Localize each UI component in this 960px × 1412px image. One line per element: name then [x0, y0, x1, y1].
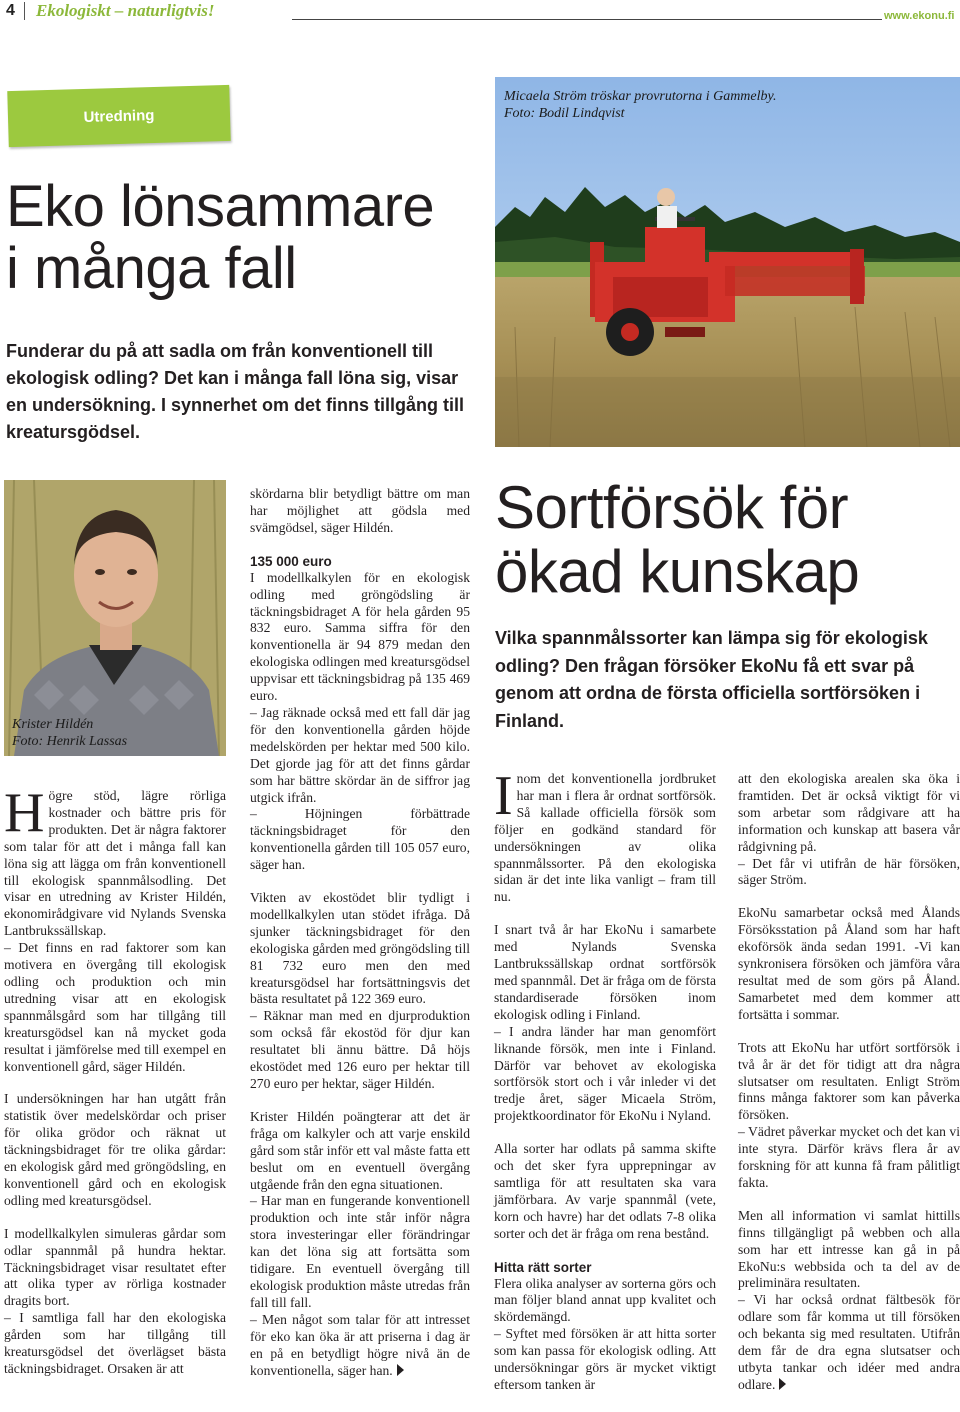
magazine-title: Ekologiskt – naturligtvis! [36, 1, 215, 20]
paragraph-text: – Vi har också ordnat fältbesök för odlare som får komma ut till försöken och bekanta sig med resultaten. Utifrån dem får de dra egna slutsatser och utbyta tankar och idéer med andra odlare. [738, 1292, 960, 1392]
paragraph: – Vädret påverkar mycket och det kan vi inte styra. Därför krävs flera år av forskning för att kunna få fram pålitligt fakta. [738, 1124, 960, 1190]
portrait-illustration [4, 480, 226, 756]
paragraph: – I samtliga fall har den ekologiska gården som har tillgång till kreatursgödsel det överlägset bästa täckningsbidraget. Orsaken är att [4, 1310, 226, 1376]
headline-line-2: i många fall [6, 236, 297, 301]
article-headline [6, 176, 486, 300]
paragraph: – Syftet med försöken är att hitta sorter som kan passa för ekologisk odling. Att undersökningar görs är mycket viktigt eftersom tanken är [494, 1326, 716, 1392]
page-number: 4 [6, 2, 15, 19]
portrait-caption [12, 716, 127, 750]
headline-line-1: Eko lönsammare [6, 174, 435, 239]
paragraph [494, 765, 716, 906]
end-mark-icon [397, 1364, 404, 1376]
article-lead: Funderar du på att sadla om från konventionell till ekologisk odling? Det kan i många fall löna sig, visar en undersökning. I synnerhet om det finns tillgång till kreatursgödsel. [6, 341, 465, 442]
drop-cap: I [494, 765, 513, 827]
paragraph: – Det får vi utifrån de här försöken, säger Ström. [738, 855, 960, 888]
harvest-photo-caption [504, 88, 776, 122]
section-tag-label: Utredning [83, 106, 155, 126]
article2-lead: Vilka spannmålssorter kan lämpa sig för ekologisk odling? Den frågan försöker EkoNu få ett svar på genom att ordna de första officiella sortförsöken i Finland. [495, 628, 928, 731]
paragraph: – Har man en fungerande konventionell produktion och inte står inför några stora investeringar eller förändringar kan det löna sig att fortsätta som tidigare. En eventuell övergång till ekologisk produktion måste utredas från fall till fall. [250, 1193, 470, 1310]
article-column-2 [250, 486, 470, 1379]
portrait-caption-credit: Foto: Henrik Lassas [12, 734, 128, 749]
paragraph [250, 1312, 470, 1380]
paragraph: Alla sorter har odlats på samma skifte och det sker fyra upprepningar av samtliga för att resultaten ska vara jämförbara. Av varje spannmål (vete, korn och havre) har det odlats 7-8 olika sorter och det är fråga om rena bestånd. [494, 1141, 716, 1241]
paragraph: EkoNu samarbetar också med Ålands Försöksstation på Åland som har haft ekoförsök ända sedan 1991. -Vi kan synkronisera försöken och jämföra våra resultat med de som görs på Åland. Samarbetet med dem kommer att fortsätta i sommar. [738, 905, 960, 1022]
paragraph: – Räknar man med en djurproduktion som också får ekostöd för djur kan resultatet bli ännu bättre. Då höjs ekostödet med 126 euro per hektar till 270 euro per hektar, säger Hildén. [250, 1008, 470, 1091]
paragraph: Flera olika analyser av sorterna görs och man följer bland annat upp kvalitet och skördemängd. [494, 1275, 716, 1325]
paragraph: – I andra länder har man genomfört liknande försök, men inte i Finland. Därför var behovet av ekologiska sortförsök stort och i vår inleder vi det tredje året, säger Micaela Ström, projektkoordinator för EkoNu i Nyland. [494, 1023, 716, 1124]
paragraph: I snart två år har EkoNu i samarbete med Nylands Svenska Lantbrukssällskap ordnat sortförsök med spannmål. Det är fråga om de första standardiserade försöken inom ekologisk odling i Finland. [494, 922, 716, 1022]
article2-column-1 [494, 765, 716, 1394]
paragraph [4, 782, 226, 940]
paragraph: Trots att EkoNu har utfört sortförsök i två år är det för tidigt att dra några slutsatser om resultaten. Enligt Ström finns många faktorer som kan påverka försöken. [738, 1039, 960, 1123]
paragraph-text: ögre stöd, lägre rörliga kostnader och bättre pris för produkten. Det är några faktorer som talar för att det i många fall kan löna sig att lägga om från konventionell till ekologisk spannmålsodling. Det visar en utredning av Krister Hildén, ekonomirådgivare vid Nylands Svenska Lantbrukssällskap. [4, 788, 226, 939]
subheading: Hitta rätt sorter [494, 1259, 592, 1275]
paragraph: skördarna blir betydligt bättre om man har möjlighet att gödsla med svämgödsel, säger Hildén. [250, 486, 470, 535]
drop-cap: H [4, 782, 45, 844]
caption-credit: Foto: Bodil Lindqvist [504, 106, 625, 121]
headline2-line-2: ökad kunskap [495, 538, 860, 605]
paragraph: I modellkalkylen för en ekologisk odling med gröngödsling är täckningsbidraget A för hela gården 95 832 euro. Samma siffra för den konventionella är 94 879 medan den ekologiska odlingen med kreatursgödsel uppvisar ett täckningsbidrag på 135 469 euro. [250, 569, 470, 704]
paragraph: Men all information vi samlat hittills finns tillgängligt på webben och alla som har ett intresse kan gå in på EkoNu:s webbsida och ta del av de preliminära resultaten. [738, 1207, 960, 1291]
paragraph [738, 1292, 960, 1393]
paragraph: att den ekologiska arealen ska öka i framtiden. Det är också viktigt för vi som arbetar som rådgivare att ha information och kunskap att basera vår rådgivning på. [738, 771, 960, 854]
article2-column-2 [738, 771, 960, 1394]
paragraph-text: nom det konventionella jordbruket har man i flera år ordnat sortförsök. Så kallade officiella försök som följer en godkänd standard för undersökningen av olika spannmålssorter. På den ekologiska sidan är det inte lika vanligt – fram till nu. [494, 771, 716, 905]
header-rule [292, 19, 882, 20]
header-separator [24, 2, 25, 20]
paragraph: Vikten av ekostödet blir tydligt i modellkalkylen utan stödet ifråga. Då sjunker täckningsbidraget för den ekologiska gården med gröngödsling till 81 732 euro men den med kreatursgödsel har fortsättningsvis det bästa resultatet på 122 369 euro. [250, 890, 470, 1007]
paragraph-text: – Men något som talar för att intresset för eko kan öka är att priserna i dag är en på en betydligt högre nivå än de konventionella, säger han. [250, 1311, 470, 1378]
subheading: 135 000 euro [250, 553, 332, 569]
paragraph: – Jag räknade också med ett fall där jag för den konventionella gården höjde medelskörden per hektar med 500 kilo. Det gjorde jag för att det finns gårdar som har bättre skördar än de siffror jag utgick ifrån. [250, 704, 470, 805]
website-url[interactable]: www.ekonu.fi [884, 10, 955, 22]
portrait-caption-name: Krister Hildén [12, 717, 94, 732]
caption-text: Micaela Ström tröskar provrutorna i Gammelby. [504, 89, 777, 104]
headline2-line-1: Sortförsök för [495, 474, 849, 541]
paragraph: I modellkalkylen simuleras gårdar som odlar spannmål på hundra hektar. Täckningsbidraget visar resultatet efter att olika typer av rörliga kostnader dragits bort. [4, 1225, 226, 1309]
article-column-1 [4, 782, 226, 1378]
harvest-photo [495, 77, 960, 447]
article2-headline [495, 476, 960, 604]
portrait-photo [4, 480, 226, 756]
end-mark-icon [779, 1378, 786, 1390]
paragraph: Krister Hildén poängterar att det är fråga om kalkyler och att varje enskild gård som står inför ett val måste fatta ett beslut om en eventuell övergång utgående från den egna situationen. [250, 1108, 470, 1192]
combine-harvester-illustration [495, 77, 960, 447]
section-tag [7, 85, 230, 147]
paragraph: – Det finns en rad faktorer som kan motivera en övergång till ekologisk odling och produktion och min utredning visar att en ekologisk spannmålsgård som har tillgång till kreatursgödsel kan nå mycket goda resultat i jämförelse med till exempel en konventionell gård, säger Hildén. [4, 940, 226, 1074]
paragraph: I undersökningen har han utgått från statistik över medelskördar och priser för olika grödor och räknat ut täckningsbidraget för tre olika gårdar: en ekologisk gård med gröngödsling, en konventionell gård och en ekologisk odling med kreatursgödsel. [4, 1091, 226, 1208]
paragraph: – Höjningen förbättrade täckningsbidraget för den konventionella gården till 105 057 euro, säger han. [250, 806, 470, 873]
